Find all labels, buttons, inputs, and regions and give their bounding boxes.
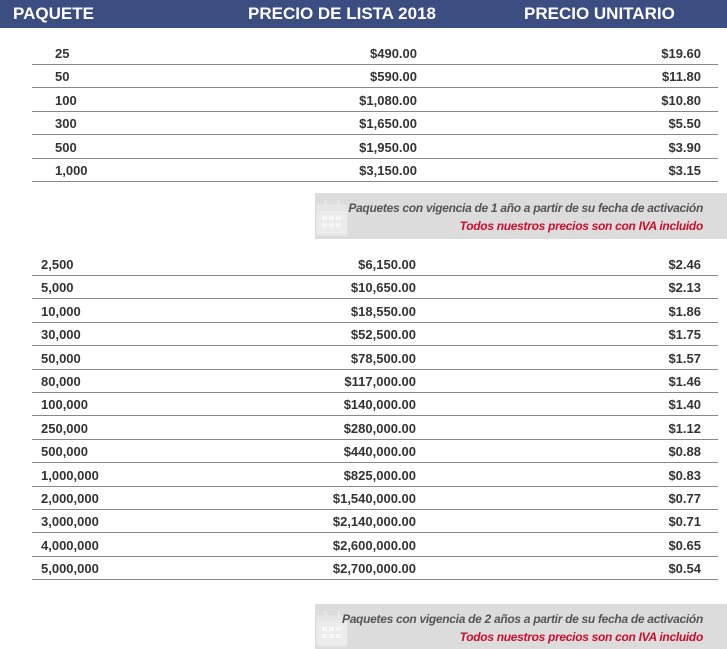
list-price-cell: $1,080.00 <box>359 92 417 108</box>
package-cell: 100,000 <box>41 397 88 413</box>
package-cell: 1,000 <box>55 163 88 178</box>
table-row <box>32 322 718 346</box>
list-price-cell: $1,650.00 <box>359 116 417 132</box>
unit-price-cell: $1.86 <box>668 303 701 319</box>
validity-note-1-year <box>315 193 727 239</box>
package-cell: 250,000 <box>41 420 88 436</box>
unit-price-cell: $0.83 <box>668 467 701 483</box>
validity-note-2-years <box>315 604 727 649</box>
unit-price-cell: $0.88 <box>668 444 701 460</box>
list-price-cell: $490.00 <box>370 46 417 61</box>
package-cell: 50 <box>55 69 70 85</box>
table-row <box>32 416 718 440</box>
unit-price-cell: $1.46 <box>668 374 701 389</box>
list-price-cell: $280,000.00 <box>343 420 416 436</box>
table-row <box>32 392 718 416</box>
list-price-cell: $18,550.00 <box>350 303 416 319</box>
table-row <box>32 369 718 393</box>
unit-price-cell: $0.65 <box>668 537 701 553</box>
package-cell: 3,000,000 <box>41 514 99 530</box>
table-row <box>32 158 718 182</box>
package-cell: 10,000 <box>41 303 81 319</box>
unit-price-cell: $0.54 <box>668 561 701 577</box>
list-price-cell: $2,140,000.00 <box>332 514 416 530</box>
list-price-cell: $117,000.00 <box>344 374 416 389</box>
list-price-cell: $440,000.00 <box>343 444 416 460</box>
table-row <box>32 556 718 580</box>
list-price-cell: $590.00 <box>370 69 417 85</box>
package-cell: 50,000 <box>41 350 81 366</box>
table-row <box>32 111 718 135</box>
list-price-cell: $1,540,000.00 <box>332 491 416 506</box>
list-price-cell: $52,500.00 <box>350 327 416 343</box>
unit-price-cell: $1.40 <box>668 397 701 413</box>
package-cell: 1,000,000 <box>41 467 99 483</box>
package-cell: 4,000,000 <box>41 537 99 553</box>
list-price-cell: $2,700,000.00 <box>332 561 416 577</box>
package-cell: 500,000 <box>41 444 88 460</box>
unit-price-cell: $19.60 <box>661 46 701 61</box>
column-header-package: PAQUETE <box>13 4 94 23</box>
package-cell: 500 <box>55 139 77 155</box>
validity-text: Paquetes con vigencia de 2 años a partir de su fecha de activación <box>341 612 703 626</box>
unit-price-cell: $1.57 <box>668 350 701 366</box>
list-price-cell: $2,600,000.00 <box>332 537 416 553</box>
package-cell: 30,000 <box>41 327 81 343</box>
iva-text: Todos nuestros precios son con IVA incluido <box>459 219 703 233</box>
table-row <box>32 252 718 276</box>
table-row <box>32 486 718 510</box>
unit-price-cell: $0.71 <box>668 514 701 530</box>
list-price-cell: $1,950.00 <box>359 139 417 155</box>
package-cell: 2,000,000 <box>41 491 99 506</box>
table-header <box>0 0 727 28</box>
list-price-cell: $6,150.00 <box>358 257 416 272</box>
unit-price-cell: $3.15 <box>668 163 701 178</box>
package-cell: 2,500 <box>41 257 74 272</box>
package-cell: 5,000,000 <box>41 561 99 577</box>
table-row <box>32 509 718 533</box>
table-row <box>32 439 718 463</box>
table-row <box>32 64 718 88</box>
table-row <box>32 135 718 159</box>
list-price-cell: $10,650.00 <box>350 280 416 296</box>
unit-price-cell: $0.77 <box>668 491 701 506</box>
package-cell: 100 <box>55 92 77 108</box>
unit-price-cell: $2.46 <box>668 257 701 272</box>
package-cell: 5,000 <box>41 280 74 296</box>
table-row <box>32 88 718 112</box>
list-price-cell: $140,000.00 <box>343 397 416 413</box>
column-header-list-price: PRECIO DE LISTA 2018 <box>248 4 436 23</box>
column-header-unit-price: PRECIO UNITARIO <box>524 4 675 23</box>
list-price-cell: $825,000.00 <box>343 467 416 483</box>
table-row <box>32 346 718 370</box>
validity-text: Paquetes con vigencia de 1 año a partir de su fecha de activación <box>348 201 703 215</box>
list-price-cell: $78,500.00 <box>350 350 416 366</box>
package-cell: 80,000 <box>41 374 81 389</box>
table-row <box>32 533 718 557</box>
table-row <box>32 275 718 299</box>
table-row <box>32 41 718 65</box>
table-row <box>32 463 718 487</box>
unit-price-cell: $1.12 <box>668 420 701 436</box>
list-price-cell: $3,150.00 <box>359 163 417 178</box>
package-cell: 25 <box>55 46 70 61</box>
unit-price-cell: $1.75 <box>668 327 701 343</box>
unit-price-cell: $5.50 <box>668 116 701 132</box>
package-cell: 300 <box>55 116 77 132</box>
unit-price-cell: $11.80 <box>661 69 701 85</box>
iva-text: Todos nuestros precios son con IVA incluido <box>459 630 703 644</box>
unit-price-cell: $2.13 <box>668 280 701 296</box>
unit-price-cell: $3.90 <box>668 139 701 155</box>
unit-price-cell: $10.80 <box>661 92 701 108</box>
table-row <box>32 299 718 323</box>
